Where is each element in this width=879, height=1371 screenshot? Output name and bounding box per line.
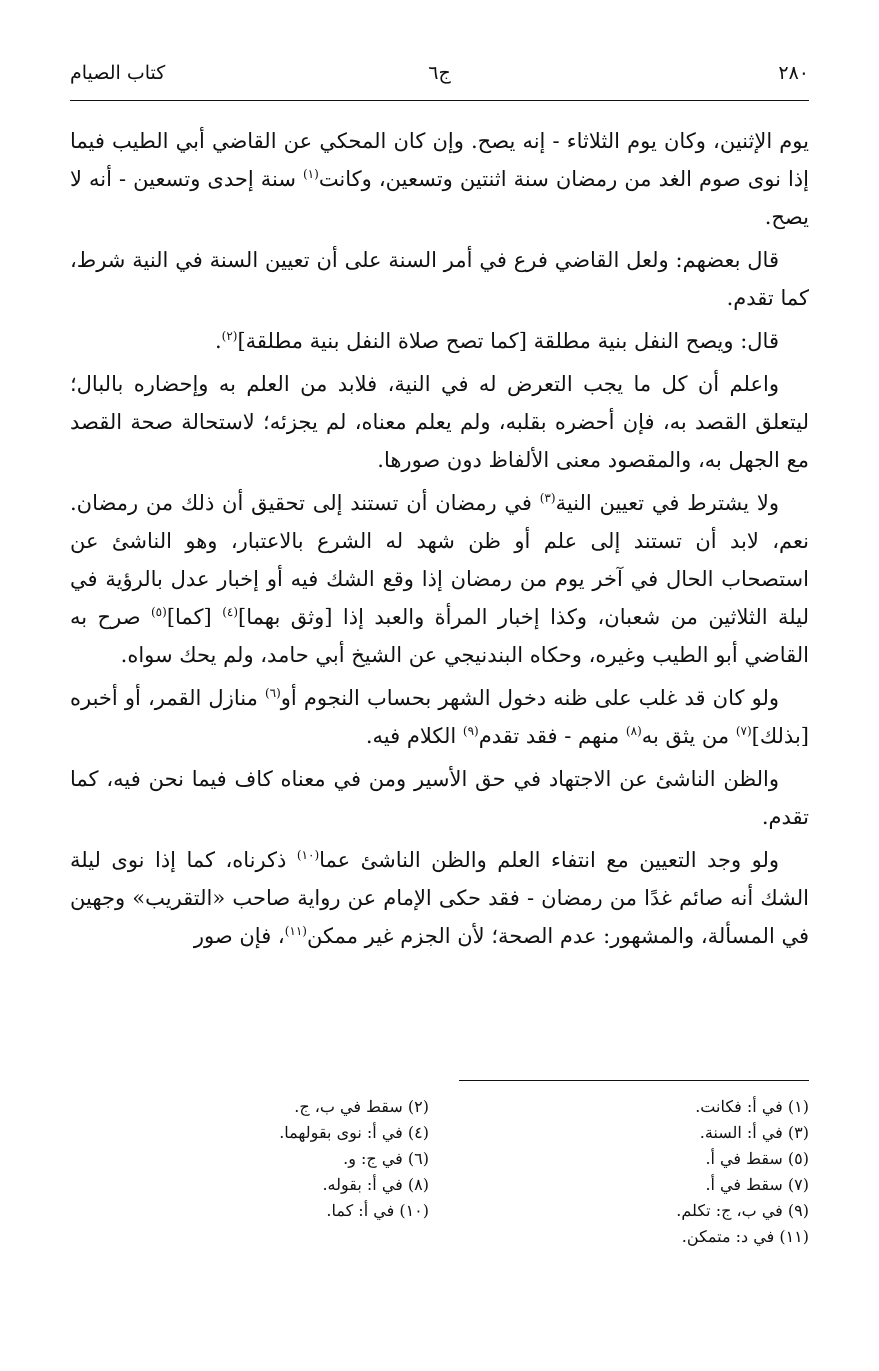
header-rule — [70, 100, 809, 101]
paragraph — [70, 679, 809, 755]
footnotes-right-column — [439, 1094, 809, 1250]
footnote-ref: (١) — [302, 167, 319, 181]
paragraph — [70, 484, 809, 674]
paragraph — [70, 760, 809, 836]
text-run: صرح به القاضي أبو الطيب وغيره، وحكاه البندنيجي عن الشيخ أبي حامد، ولم يحك سواه. — [70, 605, 809, 667]
text-run: قال: ويصح النفل بنية مطلقة [كما تصح صلاة النفل بنية مطلقة] — [237, 329, 779, 353]
footnote — [59, 1146, 429, 1172]
footnote-number: (٩) — [787, 1201, 809, 1220]
footnote-text: في أ: السنة. — [699, 1123, 783, 1142]
page-number: ٢٨٠ — [778, 62, 809, 84]
paragraph — [70, 241, 809, 317]
footnote-ref: (١١) — [284, 924, 307, 938]
footnote-ref: (٣) — [539, 491, 556, 505]
text-run: منهم - فقد تقدم — [478, 724, 626, 748]
paragraph — [70, 122, 809, 236]
footnote-rule — [459, 1080, 809, 1081]
footnote-number: (٨) — [407, 1175, 429, 1194]
footnote — [439, 1146, 809, 1172]
text-run: والظن الناشئ عن الاجتهاد في حق الأسير ومن في معناه كاف فيما نحن فيه، كما تقدم. — [70, 767, 809, 829]
text-run: واعلم أن كل ما يجب التعرض له في النية، فلابد من العلم به وإحضاره بالبال؛ ليتعلق القصد به، فإن أحضره بقلبه، ولم يعلم معناه، لم يجزئه؛ لاستحالة صحة القصد مع الجهل به، والمقصود معنى الألفاظ دون صورها. — [70, 372, 809, 472]
footnote-number: (٣) — [787, 1123, 809, 1142]
text-run: يوم الإثنين، وكان يوم الثلاثاء - إنه يصح. وإن كان المحكي عن القاضي أبي الطيب فيما إذا نوى صوم الغد من رمضان سنة اثنتين وتسعين، وكانت — [70, 129, 809, 191]
footnote-text: في أ: فكانت. — [695, 1097, 783, 1116]
footnote — [59, 1198, 429, 1224]
footnote-number: (١) — [787, 1097, 809, 1116]
footnote-text: في أ: نوى بقولهما. — [279, 1123, 403, 1142]
footnote-text: سقط في ب، ج. — [294, 1097, 403, 1116]
footnotes-left-column — [59, 1094, 429, 1224]
footnote-ref: (٤) — [222, 605, 239, 619]
text-run: منازل القمر، أو أخبره [بذلك] — [70, 686, 809, 748]
volume-label: ج٦ — [428, 62, 451, 84]
text-run: ولو وجد التعيين مع انتفاء العلم والظن الناشئ عما — [319, 848, 779, 872]
footnote-number: (٧) — [787, 1175, 809, 1194]
footnote — [439, 1198, 809, 1224]
book-title: كتاب الصيام — [70, 62, 166, 84]
footnote-text: في ب، ج: تكلم. — [676, 1201, 783, 1220]
text-run: ذكرناه، كما إذا نوى ليلة الشك أنه صائم غدًا من رمضان - فقد حكى الإمام عن رواية صاحب «التقريب» وجهين في المسألة، والمشهور: عدم الصحة؛ لأن الجزم غير ممكن — [70, 848, 809, 948]
running-header — [70, 62, 809, 98]
text-run: ولو كان قد غلب على ظنه دخول الشهر بحساب النجوم أو — [280, 686, 779, 710]
text-run: ولا يشترط في تعيين النية — [555, 491, 779, 515]
main-text — [70, 122, 809, 960]
text-run: سنة إحدى وتسعين - أنه لا يصح. — [70, 167, 809, 229]
footnote — [59, 1094, 429, 1120]
footnote-text: سقط في أ. — [705, 1149, 783, 1168]
footnote-number: (٢) — [407, 1097, 429, 1116]
footnote — [439, 1224, 809, 1250]
text-run: الكلام فيه. — [365, 724, 463, 748]
paragraph — [70, 365, 809, 479]
footnote — [439, 1120, 809, 1146]
text-run: ، فإن صور — [193, 924, 285, 948]
footnote-ref: (٥) — [150, 605, 167, 619]
footnote — [439, 1094, 809, 1120]
footnote-ref: (٨) — [625, 724, 642, 738]
text-run: في رمضان أن تستند إلى تحقيق أن ذلك من رمضان. نعم، لابد أن تستند إلى علم أو ظن شهد له الشرع بالاعتبار، وهو الناشئ عن استصحاب الحال في آخر يوم من رمضان إذا وقع الشك فيه أو إخبار عدل بالرؤية في ليلة الثلاثين من شعبان، وكذا إخبار المرأة والعبد إذا [وثق بهما] — [70, 491, 809, 629]
footnote — [59, 1120, 429, 1146]
text-run: قال بعضهم: ولعل القاضي فرع في أمر السنة على أن تعيين السنة في النية شرط، كما تقدم. — [70, 248, 809, 310]
footnote-number: (٤) — [407, 1123, 429, 1142]
text-run: . — [214, 329, 222, 353]
footnote — [59, 1172, 429, 1198]
paragraph — [70, 841, 809, 955]
footnote-ref: (٩) — [462, 724, 479, 738]
text-run: [كما] — [166, 605, 223, 629]
footnote-text: في أ: كما. — [326, 1201, 395, 1220]
footnote-text: في د: متمكن. — [681, 1227, 775, 1246]
footnote-text: في ج: و. — [343, 1149, 403, 1168]
text-run: من يثق به — [641, 724, 736, 748]
footnote — [439, 1172, 809, 1198]
footnote-number: (١٠) — [399, 1201, 429, 1220]
footnote-text: في أ: بقوله. — [322, 1175, 403, 1194]
footnote-number: (٦) — [407, 1149, 429, 1168]
footnote-text: سقط في أ. — [705, 1175, 783, 1194]
footnote-ref: (١٠) — [296, 848, 320, 862]
footnote-number: (٥) — [787, 1149, 809, 1168]
paragraph — [70, 322, 809, 360]
footnote-number: (١١) — [779, 1227, 809, 1246]
footnote-ref: (٦) — [264, 686, 281, 700]
footnote-ref: (٧) — [735, 724, 752, 738]
footnote-ref: (٢) — [221, 329, 238, 343]
